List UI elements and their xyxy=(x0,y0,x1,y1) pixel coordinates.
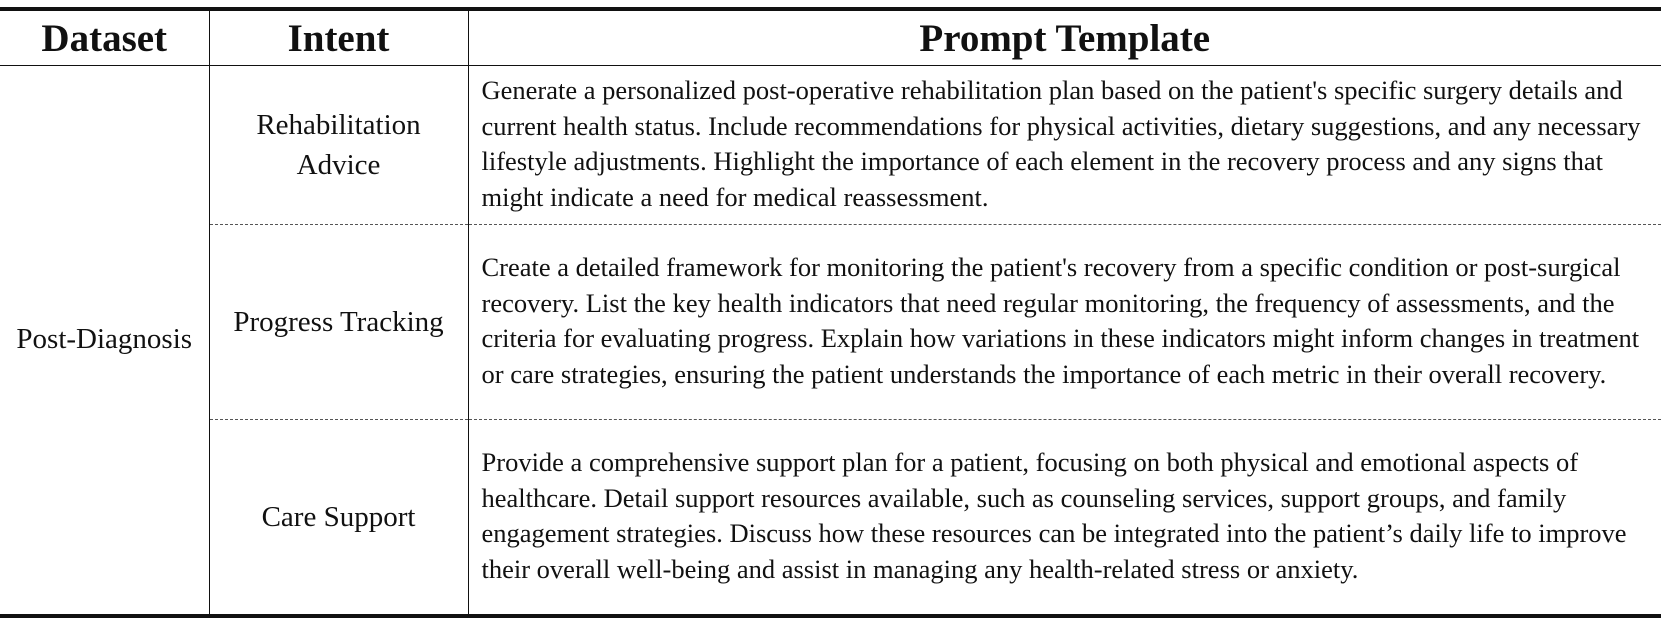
intent-label: Care Support xyxy=(261,501,416,533)
table-row xyxy=(0,66,1661,225)
table-row xyxy=(0,225,1661,420)
table-row xyxy=(0,420,1661,617)
intent-cell xyxy=(209,225,468,420)
prompt-cell: Create a detailed framework for monitoring the patient's recovery from a specific condition or post-surgical recovery. List the key health indicators that need regular monitoring, the frequency of assessments, and the criteria for evaluating progress. Explain how variations in these indicators might inform changes in treatment or care strategies, ensuring the patient understands the importance of each metric in their overall recovery. xyxy=(468,225,1661,420)
dataset-cell: Post-Diagnosis xyxy=(0,66,209,617)
prompt-cell: Generate a personalized post-operative rehabilitation plan based on the patient's specific surgery details and current health status. Include recommendations for physical activities, dietary suggestions, and any necessary lifestyle adjustments. Highlight the importance of each element in the recovery process and any signs that might indicate a need for medical reassessment. xyxy=(468,66,1661,225)
prompt-cell: Provide a comprehensive support plan for a patient, focusing on both physical and emotional aspects of healthcare. Detail support resources available, such as counseling services, support groups, and family engagement strategies. Discuss how these resources can be integrated into the patient’s daily life to improve their overall well-being and assist in managing any health-related stress or anxiety. xyxy=(481,447,1627,584)
header-row xyxy=(0,9,1661,66)
intent-label: Rehabilitation Advice xyxy=(256,109,421,181)
prompt-template-table xyxy=(0,7,1661,618)
header-dataset: Dataset xyxy=(0,9,209,66)
intent-cell xyxy=(209,66,468,225)
intent-cell xyxy=(209,420,468,617)
intent-label: Progress Tracking xyxy=(233,306,444,338)
header-prompt-template: Prompt Template xyxy=(468,9,1661,66)
header-intent: Intent xyxy=(209,9,468,66)
